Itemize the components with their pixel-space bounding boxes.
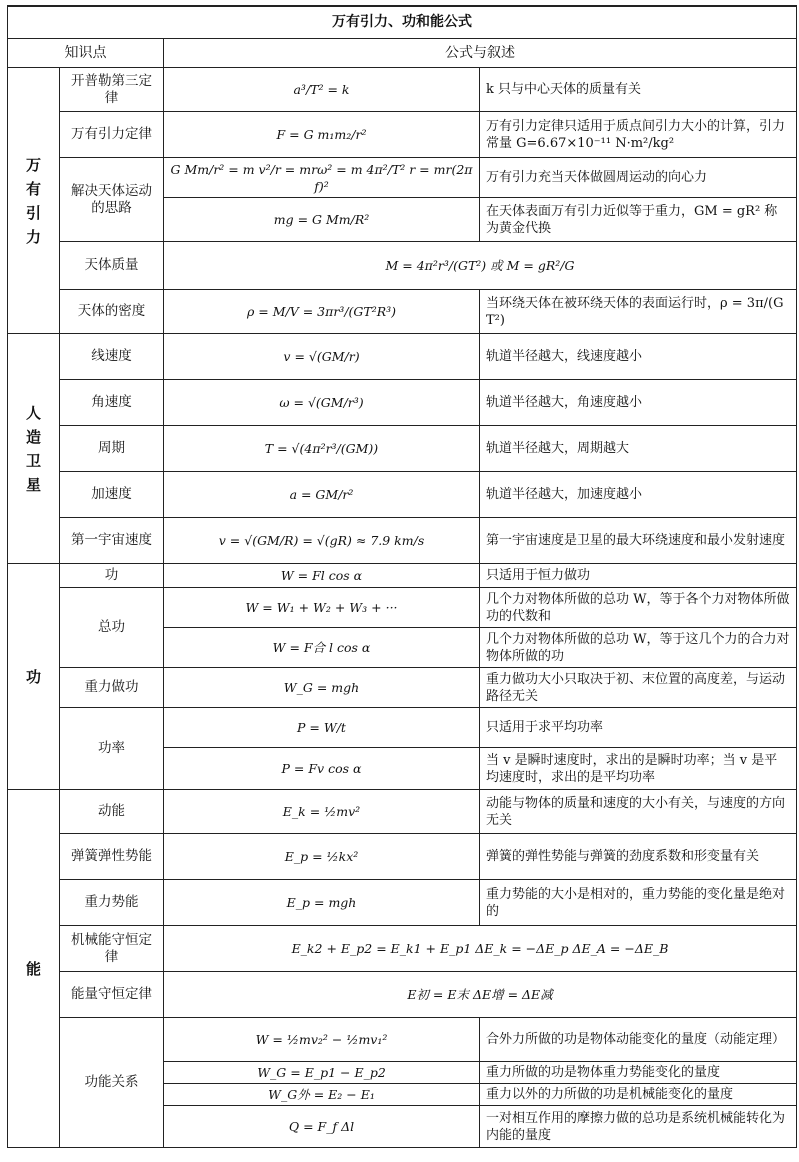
description-cell: 在天体表面万有引力近似等于重力，GM = gR² 称为黄金代换 — [480, 198, 797, 242]
topic-cell: 功 — [60, 564, 164, 588]
topic-cell: 天体质量 — [60, 242, 164, 290]
description-cell: 万有引力定律只适用于质点间引力大小的计算，引力常量 G=6.67×10⁻¹¹ N·m²/kg² — [480, 112, 797, 158]
category-gravitation: 万 有 引 力 — [8, 68, 60, 334]
formula-cell: P = W/t — [164, 708, 480, 748]
category-satellite: 人 造 卫 星 — [8, 334, 60, 564]
table-row — [8, 334, 797, 380]
description-cell: 几个力对物体所做的总功 W，等于这几个力的合力对物体所做的功 — [480, 628, 797, 668]
topic-cell: 功率 — [60, 708, 164, 790]
formula-cell: W = Fl cos α — [164, 564, 480, 588]
formula-cell: P = Fv cos α — [164, 748, 480, 790]
description-cell: 一对相互作用的摩擦力做的总功是系统机械能转化为内能的量度 — [480, 1106, 797, 1148]
description-cell: 轨道半径越大，加速度越小 — [480, 472, 797, 518]
description-cell: 重力做功大小只取决于初、末位置的高度差，与运动路径无关 — [480, 668, 797, 708]
description-cell: 当环绕天体在被环绕天体的表面运行时，ρ = 3π/(GT²) — [480, 290, 797, 334]
table-row — [8, 880, 797, 926]
topic-cell: 加速度 — [60, 472, 164, 518]
category-energy: 能 — [8, 790, 60, 1148]
table-row — [8, 926, 797, 972]
formula-cell: W = W₁ + W₂ + W₃ + ··· — [164, 588, 480, 628]
description-cell: 轨道半径越大，线速度越小 — [480, 334, 797, 380]
formula-cell: F = G m₁m₂/r² — [164, 112, 480, 158]
description-cell: 弹簧的弹性势能与弹簧的劲度系数和形变量有关 — [480, 834, 797, 880]
topic-cell: 线速度 — [60, 334, 164, 380]
formula-cell: W_G外 = E₂ − E₁ — [164, 1084, 480, 1106]
formula-cell: a³/T² = k — [164, 68, 480, 112]
formula-cell: E_k2 + E_p2 = E_k1 + E_p1 ΔE_k = −ΔE_p ΔE_A = −ΔE_B — [164, 926, 797, 972]
formula-table-container — [7, 5, 796, 1148]
formula-cell: E_p = mgh — [164, 880, 480, 926]
formula-cell: ρ = M/V = 3πr³/(GT²R³) — [164, 290, 480, 334]
formula-cell: W = ½mv₂² − ½mv₁² — [164, 1018, 480, 1062]
formula-cell: M = 4π²r³/(GT²) 或 M = gR²/G — [164, 242, 797, 290]
description-cell: 合外力所做的功是物体动能变化的量度（动能定理） — [480, 1018, 797, 1062]
description-cell: 只适用于恒力做功 — [480, 564, 797, 588]
description-cell: 重力以外的力所做的功是机械能变化的量度 — [480, 1084, 797, 1106]
formula-cell: mg = G Mm/R² — [164, 198, 480, 242]
header-formula: 公式与叙述 — [164, 39, 797, 68]
table-row — [8, 790, 797, 834]
table-row — [8, 588, 797, 628]
topic-cell: 天体的密度 — [60, 290, 164, 334]
table-row — [8, 518, 797, 564]
formula-cell: v = √(GM/r) — [164, 334, 480, 380]
topic-cell: 第一宇宙速度 — [60, 518, 164, 564]
formula-cell: E初 = E末 ΔE增 = ΔE减 — [164, 972, 797, 1018]
table-row — [8, 426, 797, 472]
topic-cell: 万有引力定律 — [60, 112, 164, 158]
title-row — [8, 6, 797, 39]
table-row — [8, 242, 797, 290]
description-cell: 重力势能的大小是相对的，重力势能的变化量是绝对的 — [480, 880, 797, 926]
topic-cell: 解决天体运动的思路 — [60, 158, 164, 242]
table-title: 万有引力、功和能公式 — [8, 6, 797, 39]
table-row — [8, 472, 797, 518]
formula-cell: T = √(4π²r³/(GM)) — [164, 426, 480, 472]
table-row — [8, 290, 797, 334]
description-cell: 轨道半径越大，周期越大 — [480, 426, 797, 472]
topic-cell: 重力做功 — [60, 668, 164, 708]
formula-cell: W = F合 l cos α — [164, 628, 480, 668]
formula-cell: v = √(GM/R) = √(gR) ≈ 7.9 km/s — [164, 518, 480, 564]
topic-cell: 总功 — [60, 588, 164, 668]
topic-cell: 动能 — [60, 790, 164, 834]
description-cell: 重力所做的功是物体重力势能变化的量度 — [480, 1062, 797, 1084]
topic-cell: 重力势能 — [60, 880, 164, 926]
topic-cell: 能量守恒定律 — [60, 972, 164, 1018]
table-row — [8, 68, 797, 112]
table-row — [8, 158, 797, 198]
formula-cell: G Mm/r² = m v²/r = mrω² = m 4π²/T² r = mr(2πf)² — [164, 158, 480, 198]
table-row — [8, 112, 797, 158]
description-cell: 动能与物体的质量和速度的大小有关，与速度的方向无关 — [480, 790, 797, 834]
formula-table — [7, 5, 797, 1148]
formula-cell: W_G = E_p1 − E_p2 — [164, 1062, 480, 1084]
topic-cell: 功能关系 — [60, 1018, 164, 1148]
topic-cell: 弹簧弹性势能 — [60, 834, 164, 880]
topic-cell: 机械能守恒定律 — [60, 926, 164, 972]
formula-cell: Q = F_f Δl — [164, 1106, 480, 1148]
description-cell: 轨道半径越大，角速度越小 — [480, 380, 797, 426]
formula-cell: W_G = mgh — [164, 668, 480, 708]
header-row — [8, 39, 797, 68]
description-cell: 第一宇宙速度是卫星的最大环绕速度和最小发射速度 — [480, 518, 797, 564]
description-cell: 只适用于求平均功率 — [480, 708, 797, 748]
topic-cell: 角速度 — [60, 380, 164, 426]
description-cell: 当 v 是瞬时速度时，求出的是瞬时功率；当 v 是平均速度时，求出的是平均功率 — [480, 748, 797, 790]
table-row — [8, 834, 797, 880]
table-row — [8, 972, 797, 1018]
table-row — [8, 380, 797, 426]
description-cell: 几个力对物体所做的总功 W，等于各个力对物体所做功的代数和 — [480, 588, 797, 628]
table-row — [8, 668, 797, 708]
table-row — [8, 564, 797, 588]
topic-cell: 周期 — [60, 426, 164, 472]
table-row — [8, 1018, 797, 1062]
formula-cell: a = GM/r² — [164, 472, 480, 518]
description-cell: k 只与中心天体的质量有关 — [480, 68, 797, 112]
formula-cell: ω = √(GM/r³) — [164, 380, 480, 426]
formula-cell: E_k = ½mv² — [164, 790, 480, 834]
formula-cell: E_p = ½kx² — [164, 834, 480, 880]
category-work: 功 — [8, 564, 60, 790]
header-knowledge: 知识点 — [8, 39, 164, 68]
table-row — [8, 708, 797, 748]
description-cell: 万有引力充当天体做圆周运动的向心力 — [480, 158, 797, 198]
topic-cell: 开普勒第三定律 — [60, 68, 164, 112]
